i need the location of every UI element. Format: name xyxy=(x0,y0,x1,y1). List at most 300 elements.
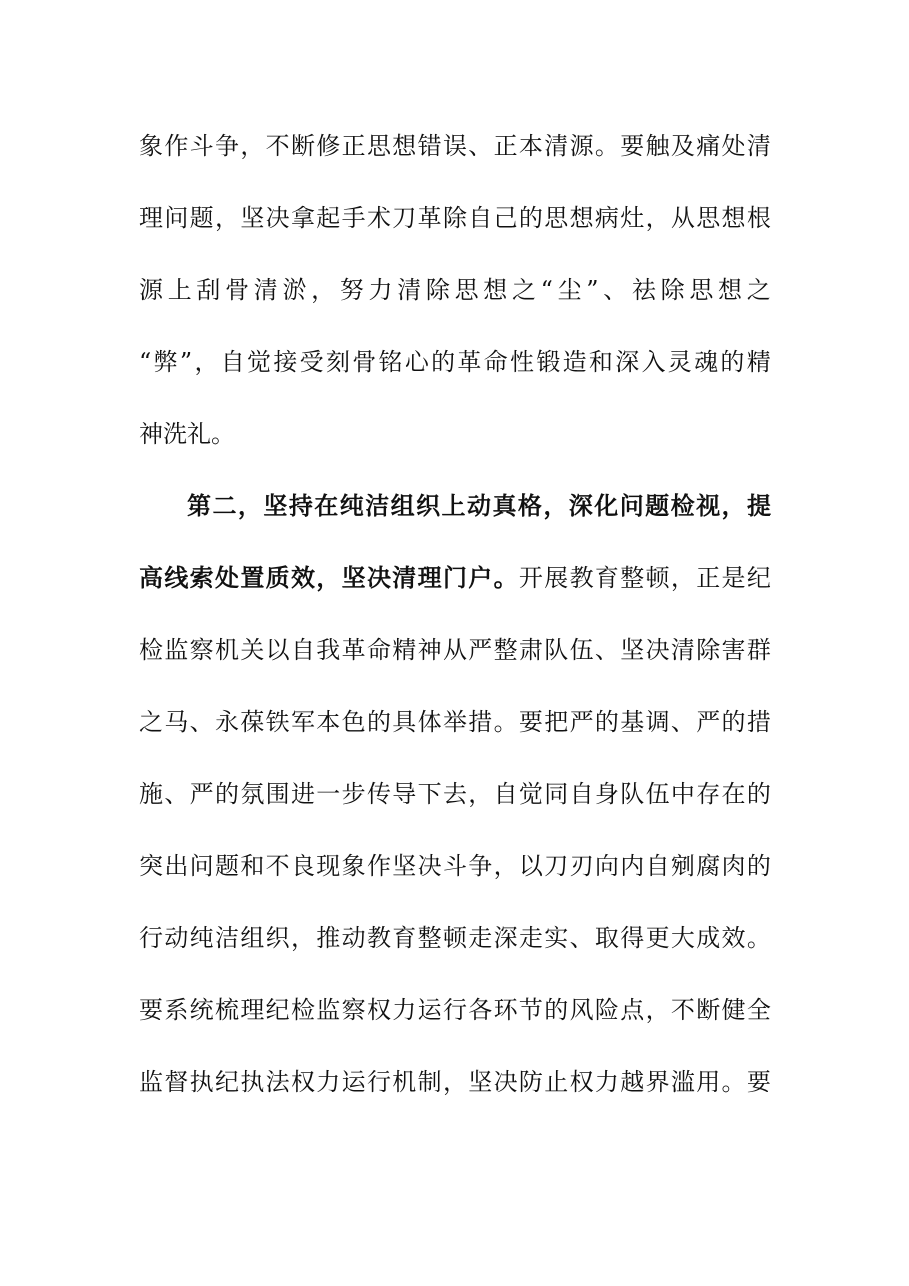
text-char: ， xyxy=(214,204,239,232)
text-char: 育 xyxy=(594,564,619,592)
text-char: 灶 xyxy=(620,204,645,232)
text-char: 队 xyxy=(544,636,569,664)
text-char: 清 xyxy=(253,276,278,304)
bold-char: 上 xyxy=(441,491,466,520)
text-char: 大 xyxy=(670,924,695,952)
text-char: 错 xyxy=(417,132,442,160)
text-char: 象 xyxy=(341,852,366,880)
bold-char: 检 xyxy=(670,491,695,520)
text-char: 现 xyxy=(316,852,341,880)
text-char: 出 xyxy=(164,852,189,880)
text-char: ， xyxy=(645,996,670,1024)
text-char: 本 xyxy=(316,708,341,736)
bold-char: 动 xyxy=(466,491,491,520)
bold-char: ， xyxy=(237,491,262,520)
text-char: 我 xyxy=(316,636,341,664)
bold-char: 问 xyxy=(619,491,644,520)
text-char: 骨 xyxy=(225,276,250,304)
text-char: 、 xyxy=(189,708,214,736)
text-char: 永 xyxy=(214,708,239,736)
text-char: 误 xyxy=(442,132,467,160)
bold-char: 持 xyxy=(288,491,313,520)
text-line xyxy=(139,558,771,598)
text-char: 运 xyxy=(417,996,442,1024)
text-char: 具 xyxy=(392,708,417,736)
text-char: 锻 xyxy=(536,348,561,376)
text-char: 不 xyxy=(265,852,290,880)
text-char: 行 xyxy=(139,924,163,952)
text-char: 洗 xyxy=(163,420,187,448)
text-char: 入 xyxy=(641,348,666,376)
text-char: 清 xyxy=(397,276,422,304)
text-char: 刮 xyxy=(196,276,221,304)
text-char: 的 xyxy=(214,780,239,808)
text-char: 触 xyxy=(645,132,670,160)
bold-char: 处 xyxy=(214,563,239,592)
text-char: 问 xyxy=(189,852,214,880)
bold-char: 纯 xyxy=(339,491,364,520)
text-char: 纪 xyxy=(214,1068,239,1096)
bold-char: 格 xyxy=(517,491,542,520)
bold-char: 效 xyxy=(290,563,315,592)
text-char: 展 xyxy=(544,564,569,592)
text-char: 良 xyxy=(290,852,315,880)
text-char: 节 xyxy=(518,996,543,1024)
text-char: 正 xyxy=(493,132,518,160)
text-char: 氛 xyxy=(240,780,265,808)
text-char: 各 xyxy=(468,996,493,1024)
text-char: ， xyxy=(468,780,493,808)
text-char: 的 xyxy=(720,348,745,376)
bold-char: 置 xyxy=(240,563,265,592)
text-char: 动 xyxy=(341,924,366,952)
text-char: 取 xyxy=(594,924,619,952)
text-char: 监 xyxy=(139,1068,163,1096)
text-char: 要 xyxy=(620,132,645,160)
text-char: 心 xyxy=(404,348,429,376)
bold-char: 在 xyxy=(314,491,339,520)
text-char: 下 xyxy=(417,780,442,808)
text-char: 觉 xyxy=(518,780,543,808)
bold-char: 。 xyxy=(493,563,518,592)
text-char: 之 xyxy=(139,708,163,736)
bold-char: 户 xyxy=(468,563,493,592)
text-char: 坚 xyxy=(240,204,265,232)
text-char: 肃 xyxy=(518,636,543,664)
text-char: 是 xyxy=(721,564,746,592)
text-char: 纪 xyxy=(265,996,290,1024)
text-line xyxy=(139,702,771,742)
text-char: 想 xyxy=(569,204,594,232)
text-char: 之 xyxy=(746,276,771,304)
text-char: 清 xyxy=(544,132,569,160)
text-char: 督 xyxy=(164,1068,189,1096)
text-char: 、 xyxy=(569,924,594,952)
bold-char: 洁 xyxy=(365,491,390,520)
text-char: 决 xyxy=(265,204,290,232)
text-char: 想 xyxy=(392,132,417,160)
text-char: “ xyxy=(540,276,553,304)
text-char: 伍 xyxy=(569,636,594,664)
text-char: 除 xyxy=(425,276,450,304)
bold-char: 坚 xyxy=(263,491,288,520)
bold-char: 化 xyxy=(594,491,619,520)
text-char: 、 xyxy=(468,132,493,160)
text-char: 和 xyxy=(240,852,265,880)
text-char: 淤 xyxy=(282,276,307,304)
text-char: 除 xyxy=(696,636,721,664)
text-char: ， xyxy=(670,564,695,592)
text-char: 正 xyxy=(696,564,721,592)
text-char: 的 xyxy=(746,852,771,880)
text-char: 环 xyxy=(493,996,518,1024)
text-char: 尘 xyxy=(557,276,582,304)
text-char: 严 xyxy=(468,636,493,664)
bold-char: 清 xyxy=(392,563,417,592)
text-char: 力 xyxy=(316,1068,341,1096)
text-char: 病 xyxy=(594,204,619,232)
text-char: 痛 xyxy=(696,132,721,160)
bold-char: ， xyxy=(721,491,746,520)
text-char: 想 xyxy=(483,276,508,304)
text-char: ， xyxy=(645,204,670,232)
text-char: 的 xyxy=(518,204,543,232)
text-char: 举 xyxy=(442,708,467,736)
text-char: 不 xyxy=(265,132,290,160)
text-char: 的 xyxy=(746,780,771,808)
text-char: 思 xyxy=(544,204,569,232)
text-char: 监 xyxy=(164,636,189,664)
text-char: 关 xyxy=(240,636,265,664)
text-line xyxy=(139,198,771,238)
bold-char: 线 xyxy=(164,563,189,592)
text-char: 作 xyxy=(164,132,189,160)
text-line xyxy=(139,918,771,958)
text-char: 题 xyxy=(214,852,239,880)
text-char: 机 xyxy=(392,1068,417,1096)
text-char: 教 xyxy=(366,924,391,952)
text-char: 受 xyxy=(299,348,324,376)
text-char: 断 xyxy=(696,996,721,1024)
text-line xyxy=(187,486,771,526)
text-char: 开 xyxy=(518,564,543,592)
text-char: 洁 xyxy=(214,924,239,952)
text-char: 从 xyxy=(442,636,467,664)
bold-char: ， xyxy=(316,563,341,592)
text-char: 害 xyxy=(721,636,746,664)
text-line xyxy=(139,1062,771,1102)
text-char: 育 xyxy=(392,924,417,952)
text-char: 组 xyxy=(240,924,265,952)
text-char: 葆 xyxy=(240,708,265,736)
text-char: ” xyxy=(586,276,599,304)
text-line xyxy=(139,774,771,814)
text-char: 源 xyxy=(569,132,594,160)
text-char: 理 xyxy=(139,204,163,232)
bold-char: 质 xyxy=(265,563,290,592)
text-char: 决 xyxy=(493,1068,518,1096)
bold-char: 视 xyxy=(696,491,721,520)
bold-char: 索 xyxy=(189,563,214,592)
text-char: 弊 xyxy=(153,348,178,376)
text-char: 运 xyxy=(341,1068,366,1096)
text-char: 点 xyxy=(620,996,645,1024)
text-char: 制 xyxy=(417,1068,442,1096)
text-char: 想 xyxy=(718,276,742,304)
bold-char: 真 xyxy=(492,491,517,520)
text-char: 神 xyxy=(139,420,163,448)
text-char: 整 xyxy=(620,564,645,592)
text-char: 。 xyxy=(594,132,619,160)
text-char: ” xyxy=(179,348,193,376)
text-line xyxy=(139,846,771,886)
text-char: 调 xyxy=(645,708,670,736)
bold-char: 坚 xyxy=(341,563,366,592)
text-char: 思 xyxy=(696,204,721,232)
text-char: 传 xyxy=(366,780,391,808)
bold-char: 决 xyxy=(366,563,391,592)
bold-char: 深 xyxy=(568,491,593,520)
text-char: 力 xyxy=(368,276,393,304)
text-char: 去 xyxy=(442,780,467,808)
text-char: 的 xyxy=(366,708,391,736)
text-char: 自 xyxy=(569,780,594,808)
text-char: 效 xyxy=(721,924,746,952)
text-char: 行 xyxy=(442,996,467,1024)
text-char: 导 xyxy=(392,780,417,808)
text-char: ， xyxy=(442,1068,467,1096)
text-char: 围 xyxy=(265,780,290,808)
text-char: 执 xyxy=(189,1068,214,1096)
text-char: 进 xyxy=(290,780,315,808)
text-char: 腐 xyxy=(696,852,721,880)
text-char: 。 xyxy=(211,420,235,448)
text-char: 动 xyxy=(164,924,189,952)
text-char: 的 xyxy=(594,708,619,736)
text-char: 自 xyxy=(493,780,518,808)
text-char: 系 xyxy=(164,996,189,1024)
text-char: 。 xyxy=(493,708,518,736)
text-char: 滥 xyxy=(670,1068,695,1096)
bold-char: 提 xyxy=(746,491,771,520)
text-char: 骨 xyxy=(352,348,377,376)
text-char: 手 xyxy=(341,204,366,232)
text-char: 修 xyxy=(316,132,341,160)
text-char: “ xyxy=(139,348,152,376)
text-char: 从 xyxy=(670,204,695,232)
text-char: 以 xyxy=(518,852,543,880)
text-char: 教 xyxy=(569,564,594,592)
text-char: 机 xyxy=(214,636,239,664)
text-char: 以 xyxy=(265,636,290,664)
text-char: 权 xyxy=(569,1068,594,1096)
text-char: 走 xyxy=(518,924,543,952)
text-char: 更 xyxy=(645,924,670,952)
text-char: 界 xyxy=(645,1068,670,1096)
text-char: 察 xyxy=(189,636,214,664)
text-char: 革 xyxy=(341,636,366,664)
text-line xyxy=(139,342,771,382)
text-char: 革 xyxy=(417,204,442,232)
text-char: 争 xyxy=(468,852,493,880)
text-char: 争 xyxy=(214,132,239,160)
text-char: 同 xyxy=(544,780,569,808)
bold-char: 理 xyxy=(417,563,442,592)
text-char: 的 xyxy=(431,348,456,376)
text-char: 走 xyxy=(468,924,493,952)
text-char: 把 xyxy=(544,708,569,736)
text-char: 严 xyxy=(569,708,594,736)
text-char: 纯 xyxy=(189,924,214,952)
text-char: 要 xyxy=(139,996,163,1024)
text-char: 刀 xyxy=(392,204,417,232)
text-char: 坚 xyxy=(392,852,417,880)
text-char: 觉 xyxy=(247,348,272,376)
text-char: 清 xyxy=(746,132,771,160)
text-char: 造 xyxy=(562,348,587,376)
text-char: 身 xyxy=(594,780,619,808)
text-char: 刃 xyxy=(569,852,594,880)
text-char: 在 xyxy=(721,780,746,808)
text-char: 步 xyxy=(341,780,366,808)
text-line xyxy=(139,990,771,1030)
text-char: 执 xyxy=(240,1068,265,1096)
text-char: ， xyxy=(240,132,265,160)
text-char: 用 xyxy=(696,1068,721,1096)
text-char: 群 xyxy=(746,636,771,664)
text-char: 法 xyxy=(265,1068,290,1096)
text-char: ， xyxy=(194,348,219,376)
text-char: 之 xyxy=(511,276,536,304)
text-char: 突 xyxy=(139,852,163,880)
text-char: 基 xyxy=(620,708,645,736)
text-char: 全 xyxy=(746,996,771,1024)
text-char: 防 xyxy=(518,1068,543,1096)
text-char: 及 xyxy=(670,132,695,160)
text-char: 礼 xyxy=(187,420,211,448)
text-char: 统 xyxy=(189,996,214,1024)
text-char: 。 xyxy=(721,1068,746,1096)
text-char: 精 xyxy=(746,348,771,376)
text-char: 作 xyxy=(366,852,391,880)
text-char: 理 xyxy=(240,996,265,1024)
text-char: 灵 xyxy=(667,348,692,376)
text-char: 风 xyxy=(569,996,594,1024)
text-char: 接 xyxy=(273,348,298,376)
text-char: 性 xyxy=(510,348,535,376)
text-char: 检 xyxy=(139,636,163,664)
text-char: 存 xyxy=(696,780,721,808)
text-char: ， xyxy=(493,852,518,880)
text-char: 得 xyxy=(620,924,645,952)
text-char: 不 xyxy=(670,996,695,1024)
text-char: 顿 xyxy=(645,564,670,592)
text-char: 马 xyxy=(164,708,189,736)
text-char: 、 xyxy=(603,276,628,304)
text-char: 上 xyxy=(167,276,192,304)
text-char: 顿 xyxy=(442,924,467,952)
text-char: 术 xyxy=(366,204,391,232)
text-char: 坚 xyxy=(468,1068,493,1096)
text-char: 越 xyxy=(620,1068,645,1096)
bold-char: 组 xyxy=(390,491,415,520)
text-char: 根 xyxy=(746,204,771,232)
text-char: 己 xyxy=(493,204,518,232)
text-char: 处 xyxy=(721,132,746,160)
text-char: 思 xyxy=(454,276,479,304)
text-char: 自 xyxy=(645,852,670,880)
bold-char: 织 xyxy=(416,491,441,520)
text-char: 精 xyxy=(392,636,417,664)
text-char: 整 xyxy=(493,636,518,664)
text-char: 努 xyxy=(339,276,364,304)
text-char: ， xyxy=(290,924,315,952)
text-char: 自 xyxy=(290,636,315,664)
text-char: 的 xyxy=(721,708,746,736)
text-char: 伍 xyxy=(645,780,670,808)
text-char: 健 xyxy=(721,996,746,1024)
bold-char: 门 xyxy=(442,563,467,592)
text-char: 止 xyxy=(544,1068,569,1096)
bold-char: 高 xyxy=(139,563,163,592)
bold-char: 第 xyxy=(187,491,211,520)
text-char: 队 xyxy=(620,780,645,808)
text-char: 梳 xyxy=(214,996,239,1024)
text-char: 要 xyxy=(746,1068,771,1096)
bold-char: ， xyxy=(543,491,568,520)
text-char: 措 xyxy=(468,708,493,736)
text-char: 监 xyxy=(316,996,341,1024)
text-char: 内 xyxy=(620,852,645,880)
text-char: 思 xyxy=(366,132,391,160)
text-char: 检 xyxy=(290,996,315,1024)
text-char: 深 xyxy=(493,924,518,952)
text-char: 决 xyxy=(417,852,442,880)
text-char: 斗 xyxy=(442,852,467,880)
text-char: 坚 xyxy=(620,636,645,664)
text-char: 、 xyxy=(670,708,695,736)
text-char: 铭 xyxy=(378,348,403,376)
text-char: 祛 xyxy=(631,276,656,304)
text-char: 除 xyxy=(660,276,685,304)
text-char: ， xyxy=(311,276,336,304)
text-char: 肉 xyxy=(721,852,746,880)
text-char: 实 xyxy=(544,924,569,952)
text-char: 措 xyxy=(746,708,771,736)
text-char: 命 xyxy=(483,348,508,376)
text-char: 织 xyxy=(265,924,290,952)
text-char: 纪 xyxy=(746,564,771,592)
text-char: 铁 xyxy=(265,708,290,736)
text-char: 革 xyxy=(457,348,482,376)
text-char: 施 xyxy=(139,780,163,808)
text-char: 权 xyxy=(290,1068,315,1096)
text-char: 魂 xyxy=(694,348,719,376)
text-char: 和 xyxy=(588,348,613,376)
text-line xyxy=(139,126,771,166)
text-char: 自 xyxy=(220,348,245,376)
text-char: 。 xyxy=(746,924,771,952)
text-char: 自 xyxy=(468,204,493,232)
text-char: 险 xyxy=(594,996,619,1024)
text-char: 严 xyxy=(189,780,214,808)
text-char: 源 xyxy=(139,276,163,304)
text-char: 斗 xyxy=(189,132,214,160)
text-char: 思 xyxy=(689,276,714,304)
text-char: 行 xyxy=(366,1068,391,1096)
text-char: 察 xyxy=(341,996,366,1024)
text-char: 除 xyxy=(442,204,467,232)
